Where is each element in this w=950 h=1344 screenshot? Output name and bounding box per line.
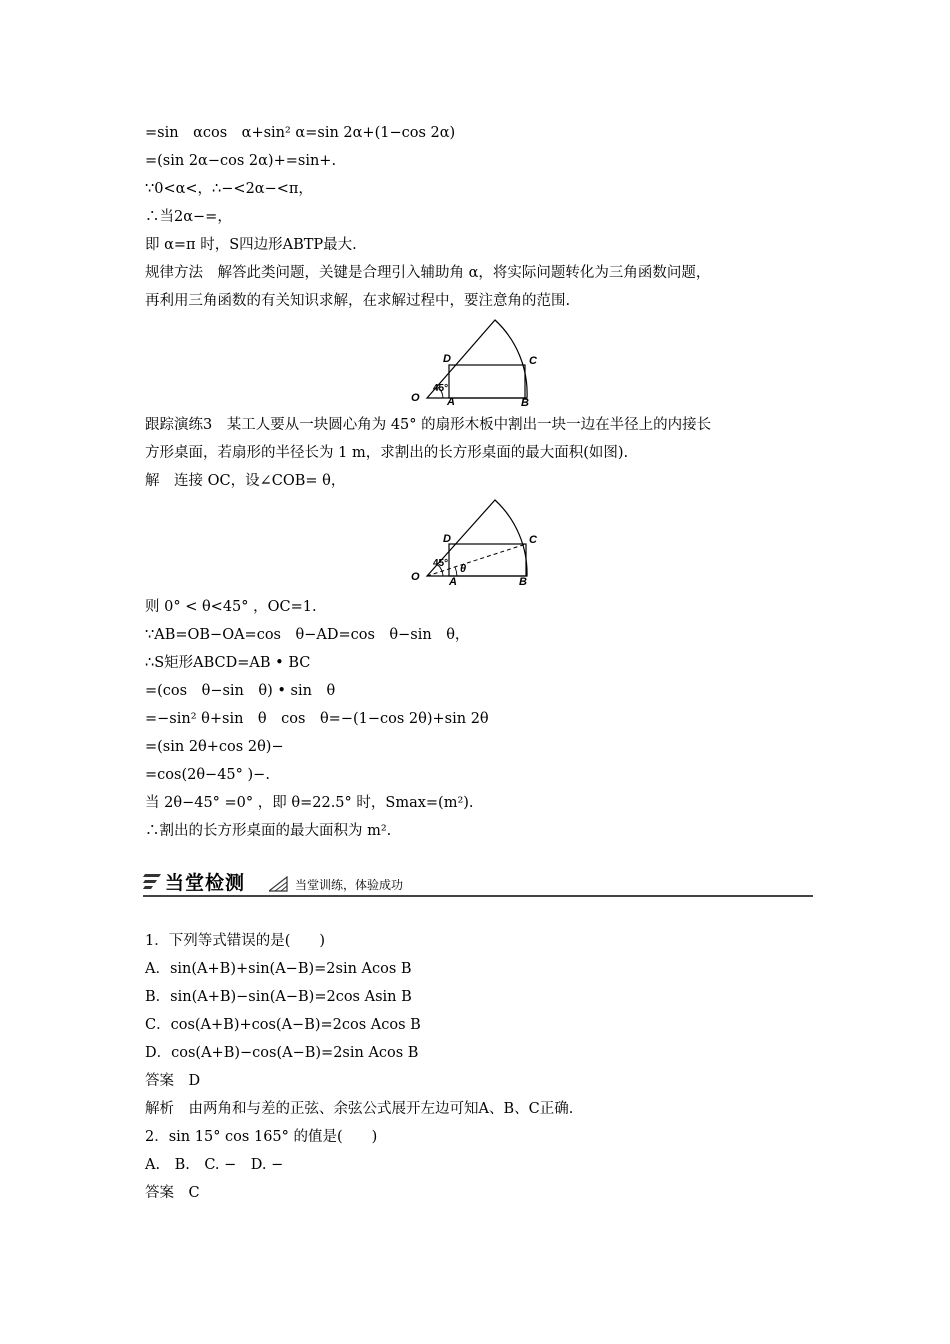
- question-1-answer: 答案 D: [145, 1073, 201, 1089]
- question-1: 1．下列等式错误的是( ): [145, 933, 326, 949]
- derivation-line-2: =(sin 2α−cos 2α)+=sin+.: [145, 153, 337, 169]
- question-2-options: A. B. C. − D. −: [145, 1157, 284, 1173]
- solution-line-2: ∵AB=OB−OA=cos θ−AD=cos θ−sin θ，: [145, 627, 470, 643]
- solution-line-5: =−sin² θ+sin θ cos θ=−(1−cos 2θ)+sin 2θ: [145, 711, 489, 727]
- label-c: C: [529, 355, 537, 367]
- question-2-answer: 答案 C: [145, 1185, 200, 1201]
- label-angle-45: 45°: [433, 383, 449, 394]
- label-c: C: [529, 534, 537, 546]
- triangle-icon: [269, 876, 289, 892]
- solution-line-4: =(cos θ−sin θ) • sin θ: [145, 683, 336, 699]
- section-divider: [143, 895, 813, 897]
- question-1-option-b: B．sin(A+B)−sin(A−B)=2cos Asin B: [145, 989, 412, 1005]
- section-subtitle: 当堂训练，体验成功: [295, 878, 404, 892]
- derivation-line-1: =sin αcos α+sin² α=sin 2α+(1−cos 2α): [145, 125, 456, 141]
- derivation-line-4: ∴当2α−=，: [145, 209, 232, 225]
- stripes-icon: [143, 872, 163, 892]
- solution-intro: 解 连接 OC，设∠COB= θ，: [145, 473, 346, 489]
- label-b: B: [519, 576, 527, 588]
- label-d: D: [443, 533, 451, 545]
- section-banner: [143, 866, 813, 898]
- solution-line-3: ∴S矩形ABCD=AB • BC: [145, 655, 311, 671]
- method-note-line-2: 再利用三角函数的有关知识求解，在求解过程中，要注意角的范围.: [145, 293, 571, 309]
- question-1-option-a: A．sin(A+B)+sin(A−B)=2sin Acos B: [145, 961, 412, 977]
- solution-conclusion: ∴割出的长方形桌面的最大面积为 m².: [145, 823, 392, 839]
- label-d: D: [443, 353, 451, 365]
- label-a: A: [449, 576, 457, 588]
- question-1-explanation: 解析 由两角和与差的正弦、余弦公式展开左边可知A、B、C正确.: [145, 1101, 574, 1117]
- practice-line-1: 跟踪演练3 某工人要从一块圆心角为 45° 的扇形木板中割出一块一边在半径上的内接长: [145, 417, 712, 433]
- label-a: A: [447, 396, 455, 407]
- question-1-option-d: D．cos(A+B)−cos(A−B)=2sin Acos B: [145, 1045, 419, 1061]
- label-theta: θ: [460, 563, 467, 575]
- section-title: 当堂检测: [165, 872, 246, 894]
- sector-figure-2: [405, 497, 550, 589]
- label-angle-45: 45°: [433, 558, 449, 569]
- solution-line-8: 当 2θ−45° =0° ，即 θ=22.5° 时，Smax=(m²).: [145, 795, 474, 811]
- label-o: O: [411, 571, 420, 583]
- method-note-line-1: 规律方法 解答此类问题，关键是合理引入辅助角 α，将实际问题转化为三角函数问题，: [145, 265, 711, 281]
- derivation-line-3: ∵0<α<，∴−<2α−<π，: [145, 181, 313, 197]
- practice-line-2: 方形桌面，若扇形的半径长为 1 m，求割出的长方形桌面的最大面积(如图).: [145, 445, 629, 461]
- solution-line-7: =cos(2θ−45° )−.: [145, 767, 270, 783]
- derivation-line-5: 即 α=π 时，S四边形ABTP最大.: [145, 237, 357, 253]
- label-b: B: [521, 397, 529, 407]
- solution-line-6: =(sin 2θ+cos 2θ)−: [145, 739, 284, 755]
- solution-line-1: 则 0° < θ<45° ，OC=1.: [145, 599, 317, 615]
- sector-figure-1: [405, 315, 550, 407]
- question-1-option-c: C．cos(A+B)+cos(A−B)=2cos Acos B: [145, 1017, 421, 1033]
- label-o: O: [411, 392, 420, 404]
- question-2: 2．sin 15° cos 165° 的值是( ): [145, 1129, 378, 1145]
